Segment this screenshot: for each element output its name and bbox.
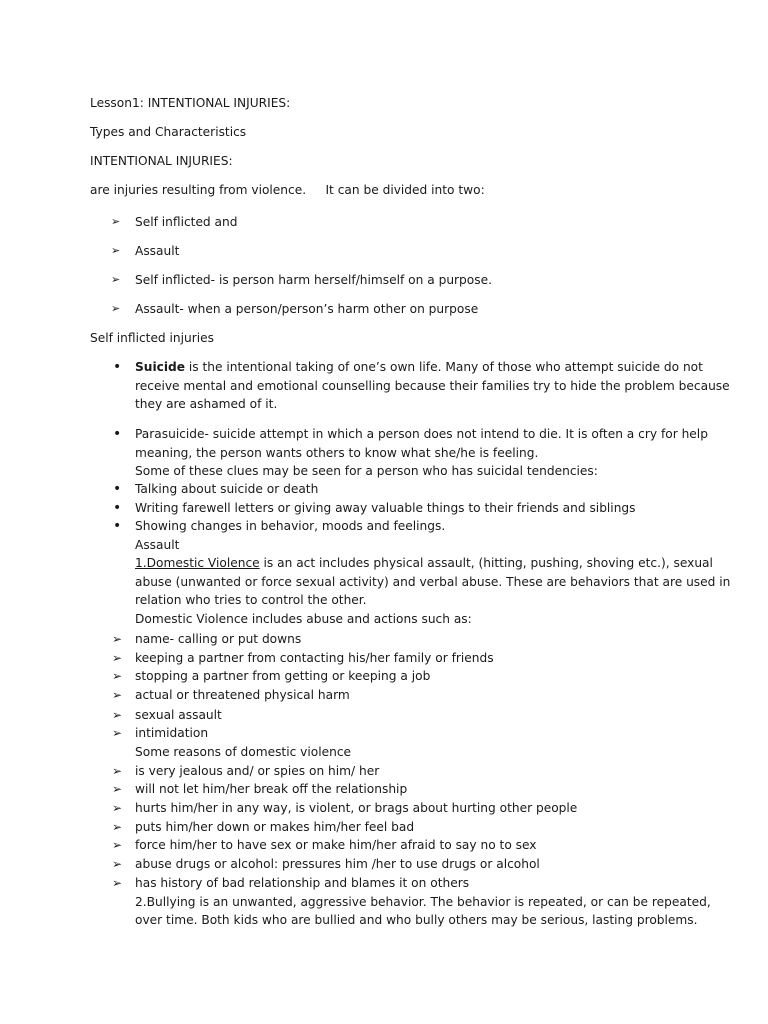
bullying-line-2: over time. Both kids who are bullied and who bully others may be serious, lasting problems. [135,913,698,928]
list-item: will not let him/her break off the relationship [135,782,408,796]
reasons-heading: Some reasons of domestic violence [135,744,352,759]
arrow-bullet-icon: ➢ [112,651,123,665]
arrow-bullet-icon: ➢ [112,876,123,890]
parasuicide-line-2: meaning, the person wants others to know what she/he is feeling. [135,445,539,460]
parasuicide-line-3: Some of these clues may be seen for a person who has suicidal tendencies: [135,464,598,479]
list-item: abuse drugs or alcohol: pressures him /her to use drugs or alcohol [135,857,540,871]
arrow-bullet-icon: ➢ [112,801,123,815]
arrow-bullet-icon: ➢ [111,244,121,257]
arrow-bullet-icon: ➢ [112,764,123,778]
self-inflicted-heading: Self inflicted injuries [90,331,215,345]
lesson-title: Lesson1: INTENTIONAL INJURIES: [90,96,291,110]
list-item: Assault- when a person/person’s harm other on purpose [135,302,479,316]
list-item: actual or threatened physical harm [135,688,350,702]
arrow-bullet-icon: ➢ [112,782,123,796]
list-item: is very jealous and/ or spies on him/ her [135,764,380,778]
list-item: Self inflicted and [135,215,238,229]
parasuicide-line-1: Parasuicide- suicide attempt in which a person does not intend to die. It is often a cry for help [135,427,708,441]
arrow-bullet-icon: ➢ [111,273,121,286]
list-item: stopping a partner from getting or keeping a job [135,669,431,683]
list-item: hurts him/her in any way, is violent, or brags about hurting other people [135,801,578,815]
suicide-term: Suicide [135,360,186,374]
list-item: sexual assault [135,708,222,722]
arrow-bullet-icon: ➢ [112,820,123,834]
bullying-line-1: 2.Bullying is an unwanted, aggressive behavior. The behavior is repeated, or can be repeated, [135,894,711,909]
domestic-violence-line-3: relation who tries to control the other. [135,593,367,608]
list-item [135,724,695,761]
suicide-line-3: they are ashamed of it. [135,397,278,412]
list-item: Writing farewell letters or giving away valuable things to their friends and siblings [135,501,636,515]
reason-line: has history of bad relationship and blames it on others [135,876,470,890]
list-item [135,874,711,930]
list-item: puts him/her down or makes him/her feel bad [135,820,415,834]
domestic-violence-line-2: abuse (unwanted or force sexual activity) and verbal abuse. These are behaviors that are used in [135,574,731,589]
list-item: name- calling or put downs [135,632,302,646]
round-bullet-icon: • [113,359,122,375]
arrow-bullet-icon: ➢ [112,688,123,702]
intro-text: are injuries resulting from violence. It can be divided into two: [90,183,485,197]
domestic-violence-includes: Domestic Violence includes abuse and actions such as: [135,611,472,626]
subtitle: Types and Characteristics [90,125,247,139]
round-bullet-icon: • [113,518,122,534]
arrow-bullet-icon: ➢ [112,632,123,646]
list-item: Talking about suicide or death [135,482,319,496]
action-line: intimidation [135,726,209,740]
list-item [135,517,731,629]
list-item: Assault [135,244,180,258]
suicide-line-2: receive mental and emotional counselling because their families try to hide the problem because [135,378,730,393]
arrow-bullet-icon: ➢ [112,669,123,683]
suicide-line-1: is the intentional taking of one’s own life. Many of those who attempt suicide do not [185,360,703,374]
round-bullet-icon: • [113,481,122,497]
assault-heading: Assault [135,537,180,552]
section-heading: INTENTIONAL INJURIES: [90,154,233,168]
arrow-bullet-icon: ➢ [112,726,123,740]
arrow-bullet-icon: ➢ [112,857,123,871]
arrow-bullet-icon: ➢ [111,215,121,228]
list-item: keeping a partner from contacting his/her family or friends [135,651,494,665]
list-item: force him/her to have sex or make him/her afraid to say no to sex [135,838,537,852]
domestic-violence-line-1: is an act includes physical assault, (hitting, pushing, shoving etc.), sexual [259,556,713,571]
clue-line: Showing changes in behavior, moods and feelings. [135,519,446,533]
parasuicide-paragraph [135,425,708,481]
arrow-bullet-icon: ➢ [111,302,121,315]
list-item: Self inflicted- is person harm herself/himself on a purpose. [135,273,492,287]
round-bullet-icon: • [113,500,122,516]
round-bullet-icon: • [113,426,122,442]
suicide-paragraph [135,358,730,414]
arrow-bullet-icon: ➢ [112,708,123,722]
domestic-violence-term: 1.Domestic Violence [135,556,260,571]
arrow-bullet-icon: ➢ [112,838,123,852]
